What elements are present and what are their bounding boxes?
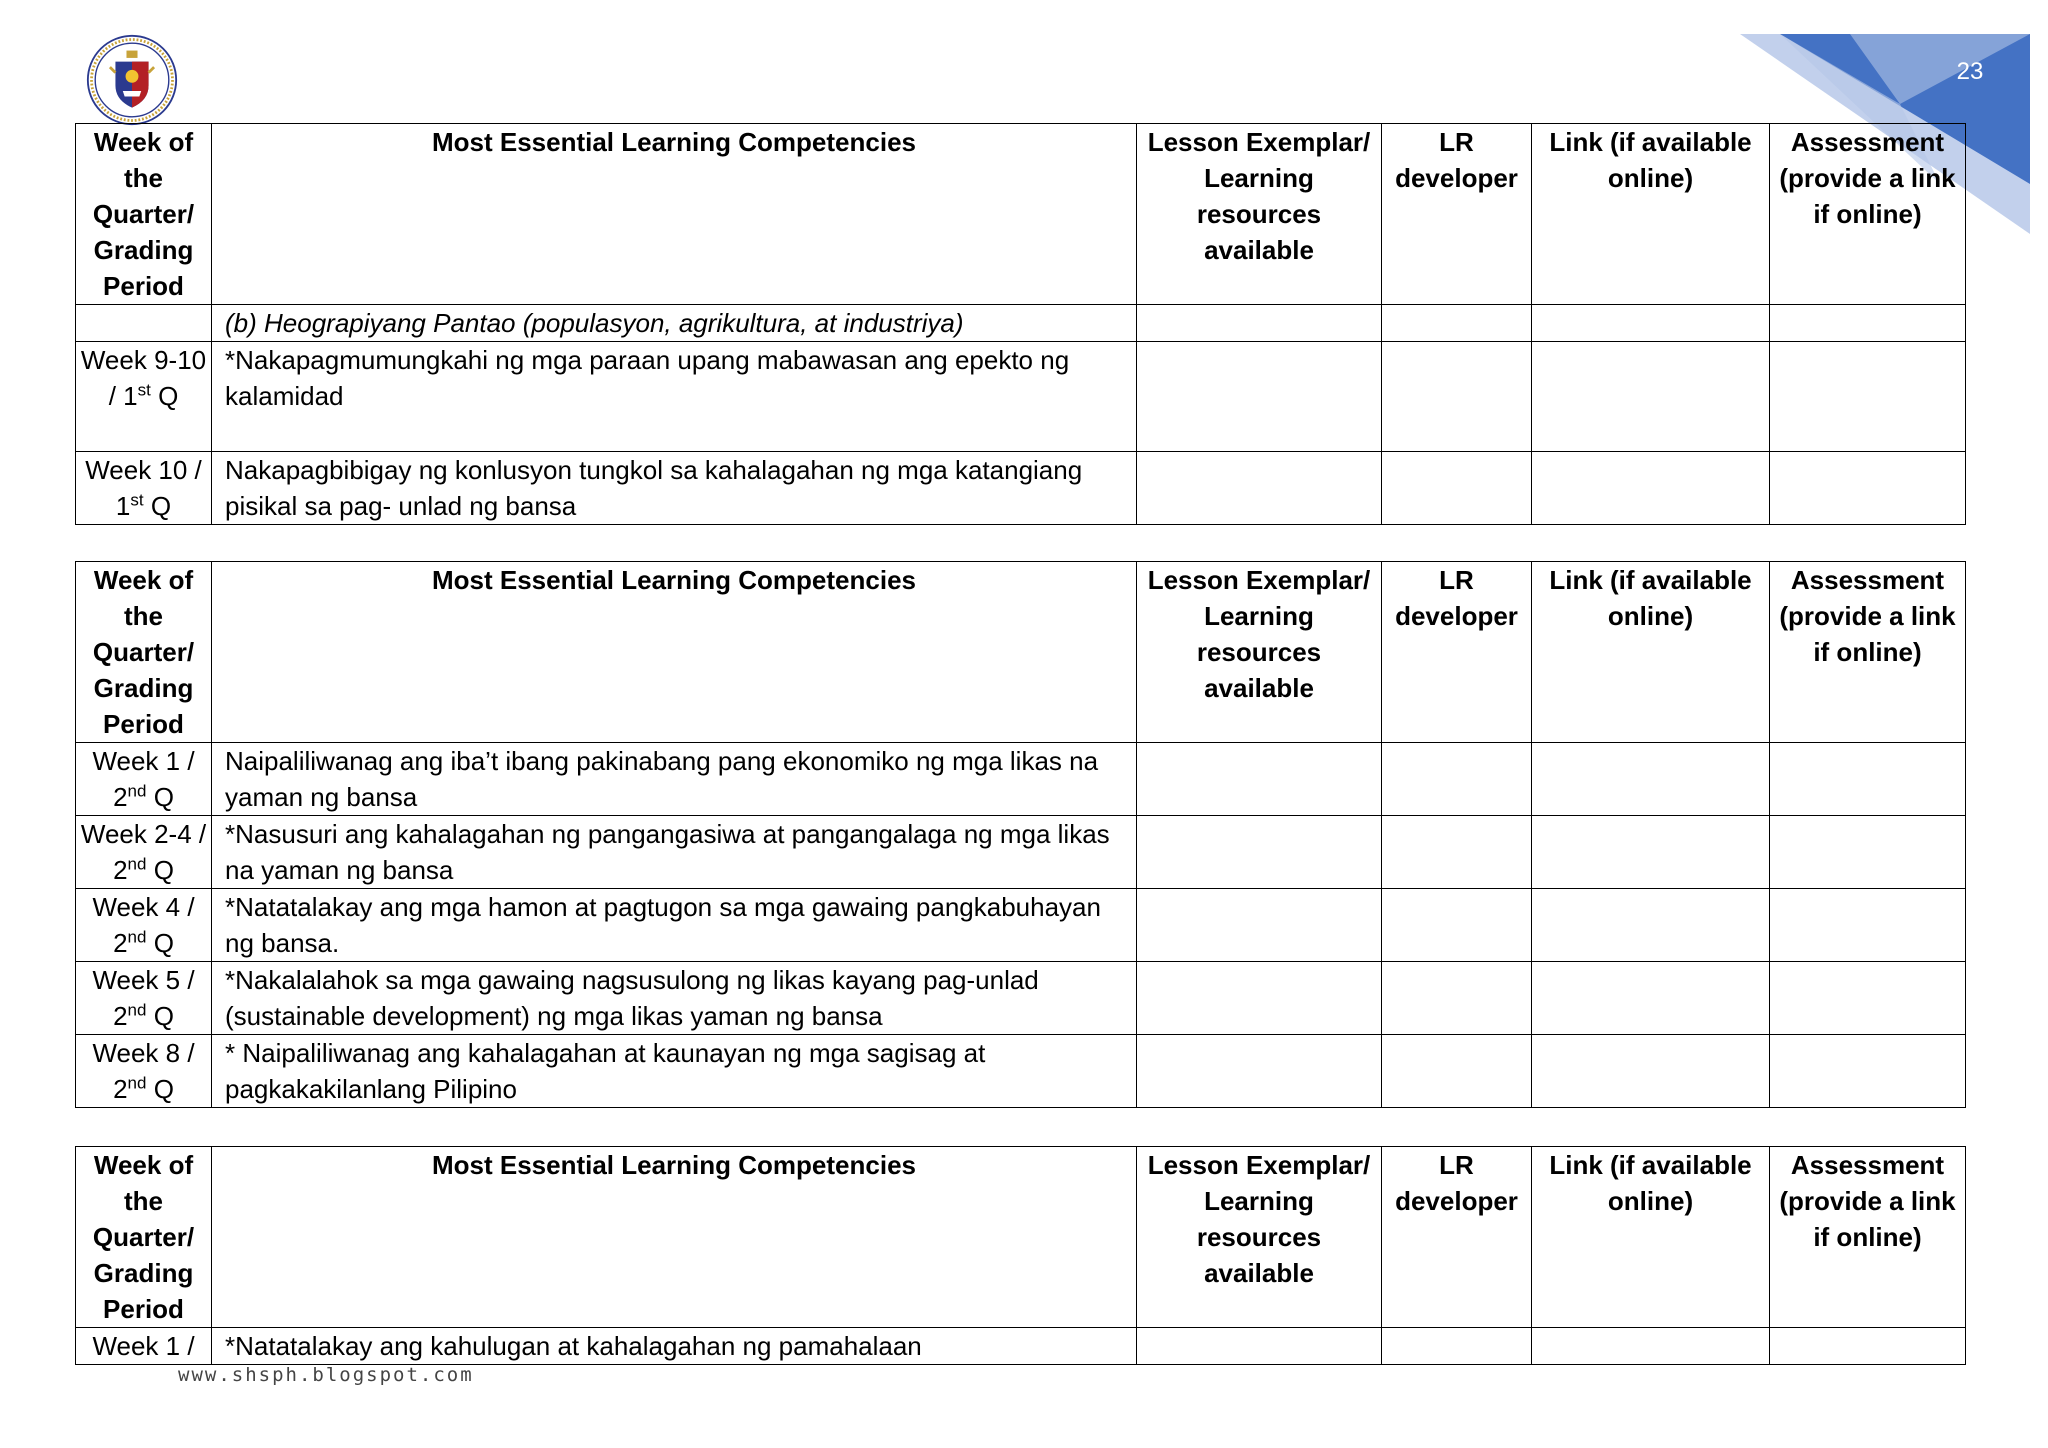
lesson-cell	[1137, 452, 1382, 525]
week-cell: Week 2-4 / 2nd Q	[76, 816, 212, 889]
assessment-cell	[1770, 816, 1966, 889]
competency-cell: *Natatalakay ang mga hamon at pagtugon sa mga gawaing pangkabuhayan ng bansa.	[212, 889, 1137, 962]
header-lr: LR developer	[1382, 124, 1532, 305]
competency-cell: *Nasusuri ang kahalagahan ng pangangasiwa at pangangalaga ng mga likas na yaman ng bansa	[212, 816, 1137, 889]
lesson-cell	[1137, 342, 1382, 452]
link-cell	[1532, 743, 1770, 816]
lesson-cell	[1137, 305, 1382, 342]
header-link: Link (if available online)	[1532, 562, 1770, 743]
header-week: Week of the Quarter/ Grading Period	[76, 562, 212, 743]
lesson-cell	[1137, 962, 1382, 1035]
page-number: 23	[1956, 58, 1984, 85]
week-cell	[76, 305, 212, 342]
header-assessment: Assessment (provide a link if online)	[1770, 1147, 1966, 1328]
lr-cell	[1382, 342, 1532, 452]
competency-cell: (b) Heograpiyang Pantao (populasyon, agrikultura, at industriya)	[212, 305, 1137, 342]
link-cell	[1532, 816, 1770, 889]
lr-cell	[1382, 452, 1532, 525]
lr-cell	[1382, 816, 1532, 889]
melc-table-2	[75, 561, 1966, 1108]
week-cell: Week 4 / 2nd Q	[76, 889, 212, 962]
competency-cell: * Naipaliliwanag ang kahalagahan at kaunayan ng mga sagisag at pagkakakilanlang Pilipino	[212, 1035, 1137, 1108]
week-cell: Week 1 / 2nd Q	[76, 743, 212, 816]
link-cell	[1532, 962, 1770, 1035]
link-cell	[1532, 342, 1770, 452]
lr-cell	[1382, 1035, 1532, 1108]
header-link: Link (if available online)	[1532, 1147, 1770, 1328]
link-cell	[1532, 889, 1770, 962]
footer-watermark: www.shsph.blogspot.com	[178, 1364, 474, 1386]
deped-seal-icon	[86, 34, 178, 126]
table-row	[76, 1035, 1966, 1108]
lesson-cell	[1137, 1328, 1382, 1365]
melc-table-3	[75, 1146, 1966, 1365]
header-lr: LR developer	[1382, 1147, 1532, 1328]
table-row	[76, 452, 1966, 525]
link-cell	[1532, 452, 1770, 525]
assessment-cell	[1770, 1035, 1966, 1108]
header-week: Week of the Quarter/ Grading Period	[76, 124, 212, 305]
link-cell	[1532, 1035, 1770, 1108]
assessment-cell	[1770, 452, 1966, 525]
assessment-cell	[1770, 342, 1966, 452]
header-lr: LR developer	[1382, 562, 1532, 743]
table-row	[76, 816, 1966, 889]
week-cell: Week 1 /	[76, 1328, 212, 1365]
lr-cell	[1382, 305, 1532, 342]
link-cell	[1532, 305, 1770, 342]
header-lesson: Lesson Exemplar/ Learning resources available	[1137, 124, 1382, 305]
lesson-cell	[1137, 816, 1382, 889]
table-row	[76, 743, 1966, 816]
link-cell	[1532, 1328, 1770, 1365]
melc-table-1	[75, 123, 1966, 525]
lr-cell	[1382, 1328, 1532, 1365]
assessment-cell	[1770, 305, 1966, 342]
competency-cell: *Nakalalahok sa mga gawaing nagsusulong ng likas kayang pag-unlad (sustainable development) ng mga likas yaman ng bansa	[212, 962, 1137, 1035]
week-cell: Week 9-10 / 1st Q	[76, 342, 212, 452]
table-row	[76, 1328, 1966, 1365]
assessment-cell	[1770, 889, 1966, 962]
header-assessment: Assessment (provide a link if online)	[1770, 124, 1966, 305]
header-melc: Most Essential Learning Competencies	[212, 562, 1137, 743]
week-cell: Week 8 / 2nd Q	[76, 1035, 212, 1108]
lr-cell	[1382, 962, 1532, 1035]
lesson-cell	[1137, 1035, 1382, 1108]
competency-cell: Naipaliliwanag ang iba’t ibang pakinabang pang ekonomiko ng mga likas na yaman ng bansa	[212, 743, 1137, 816]
header-melc: Most Essential Learning Competencies	[212, 1147, 1137, 1328]
header-link: Link (if available online)	[1532, 124, 1770, 305]
table-row	[76, 962, 1966, 1035]
assessment-cell	[1770, 743, 1966, 816]
competency-cell: *Nakapagmumungkahi ng mga paraan upang mabawasan ang epekto ng kalamidad	[212, 342, 1137, 452]
week-cell: Week 5 / 2nd Q	[76, 962, 212, 1035]
table-row	[76, 305, 1966, 342]
competency-cell: Nakapagbibigay ng konlusyon tungkol sa kahalagahan ng mga katangiang pisikal sa pag- unlad ng bansa	[212, 452, 1137, 525]
lesson-cell	[1137, 743, 1382, 816]
lesson-cell	[1137, 889, 1382, 962]
competency-cell: *Natatalakay ang kahulugan at kahalagahan ng pamahalaan	[212, 1328, 1137, 1365]
table-row	[76, 342, 1966, 452]
header-lesson: Lesson Exemplar/ Learning resources available	[1137, 1147, 1382, 1328]
header-assessment: Assessment (provide a link if online)	[1770, 562, 1966, 743]
header-week: Week of the Quarter/ Grading Period	[76, 1147, 212, 1328]
lr-cell	[1382, 743, 1532, 816]
header-melc: Most Essential Learning Competencies	[212, 124, 1137, 305]
assessment-cell	[1770, 1328, 1966, 1365]
header-lesson: Lesson Exemplar/ Learning resources available	[1137, 562, 1382, 743]
table-row	[76, 889, 1966, 962]
week-cell: Week 10 / 1st Q	[76, 452, 212, 525]
lr-cell	[1382, 889, 1532, 962]
assessment-cell	[1770, 962, 1966, 1035]
